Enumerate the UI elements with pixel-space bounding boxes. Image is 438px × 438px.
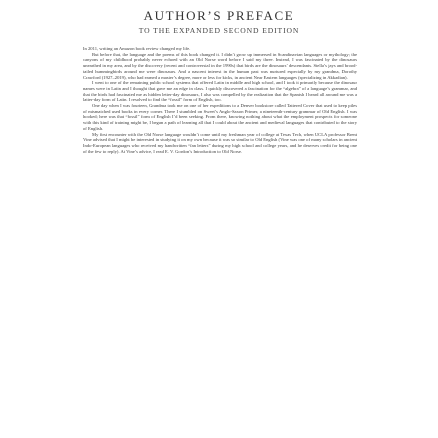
paragraph: But before that, the language and the poems of this book changed it. I didn’t grow up immersed in Scandinavian languages or mythology; the canyons of my childhood probably never echoed with an Old Norse word before I said my three. Instead, I was fascinated by the dinosaurs unearthed in my area, and by the discovery (recent and controversial in the 1990s) that birds are the dinosaurs’ descendants. Stella’s jays and brood-tailed hummingbirds around me were dinosaurs. And a nascent interest in the human past was nurtured especially by my grandma, Dorothy Crawford (1927–2019), who had earned a master’s degree, more or less for kicks, in ancient Near Eastern languages (specializing in Akkadian).: [83, 51, 357, 80]
paragraph: In 2011, writing an Amazon book review changed my life.: [83, 46, 191, 51]
paragraph: My first encounter with the Old Norse language wouldn’t come until my freshman year of college at Texas Tech, when UCLA professor Brent Vine advised that I might be interested in studying it on my own because it was so similar to Old English (Vine was one of many scholars in ancient Indo-European languages who received my handwritten “fan letters” during my high school and college years, and he deserves credit for being one of the few to reply). At Vine’s advice, I read E. V. Gordon’s Introduction to Old Norse.: [83, 131, 357, 154]
paragraph: One day when I was fourteen, Grandma took me on one of her expeditions to a Denver bookstore called Tattered Cover that used to keep piles of mismatched used books in every corner. There I stumbled on Sweet’s Anglo-Saxon Primer, a nineteenth-century grammar of Old English. I was hooked; here was that “fossil” form of English I’d been seeking. From there, knowing nothing about what the employment prospects for someone with this kind of training might be, I began a path of learning all that I could about the ancient and medieval languages that contributed to the story of English.: [83, 103, 357, 131]
page-title: AUTHOR’S PREFACE: [143, 8, 295, 23]
preface-body: [83, 46, 357, 434]
page-subtitle: TO THE EXPANDED SECOND EDITION: [138, 26, 300, 35]
paragraph: I went to one of the remaining public school systems that offered Latin in middle and high school, and I took it primarily because the dinosaur names were in Latin and I thought that gave me an edge in class. I quickly discovered a fascination for the “algebra” of a language’s grammar, and that the birds had fascinated me as hidden letter-day dinosaurs, I also was compelled by the realization that the Spanish I heard all around me was a latter-day form of Latin. I resolved to find the “fossil” form of English, too.: [83, 80, 357, 103]
